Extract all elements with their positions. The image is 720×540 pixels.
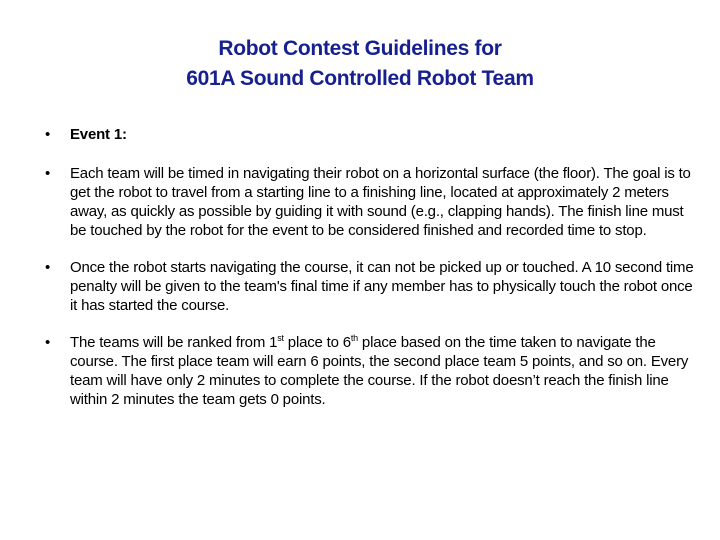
bullet-icon: • <box>45 126 51 143</box>
bullet-icon: • <box>45 334 51 351</box>
bullet-item-penalty <box>45 258 695 315</box>
bullet-list <box>45 125 695 427</box>
bullet-icon: • <box>45 259 51 276</box>
bullet-item-ranking <box>45 333 695 409</box>
event-heading: Event 1: <box>70 126 127 143</box>
ranking-text: The teams will be ranked from 1st place to 6th place based on the time taken to navigate the course. The first place team will earn 6 points, the second place team 5 points, and so on. Every team will have only 2 minutes to complete the course. If the robot doesn’t reach the finish line within 2 minutes the team gets 0 points. <box>70 333 689 408</box>
penalty-text: Once the robot starts navigating the course, it can not be picked up or touched. A 10 second time penalty will be given to the team's final time if any member has to physically touch the robot once it has started the course. <box>70 259 694 314</box>
bullet-icon: • <box>45 165 51 182</box>
bullet-item-event <box>45 125 695 144</box>
slide-title <box>0 34 720 94</box>
description-text: Each team will be timed in navigating their robot on a horizontal surface (the floor). The goal is to get the robot to travel from a starting line to a finishing line, located at approximately 2 meters away, as quickly as possible by guiding it with sound (e.g., clapping hands). The finish line must be touched by the robot for the event to be considered finished and recorded time to stop. <box>70 165 691 239</box>
title-line-2: 601A Sound Controlled Robot Team <box>186 67 534 90</box>
title-line-1: Robot Contest Guidelines for <box>218 37 502 60</box>
bullet-item-description <box>45 164 695 240</box>
